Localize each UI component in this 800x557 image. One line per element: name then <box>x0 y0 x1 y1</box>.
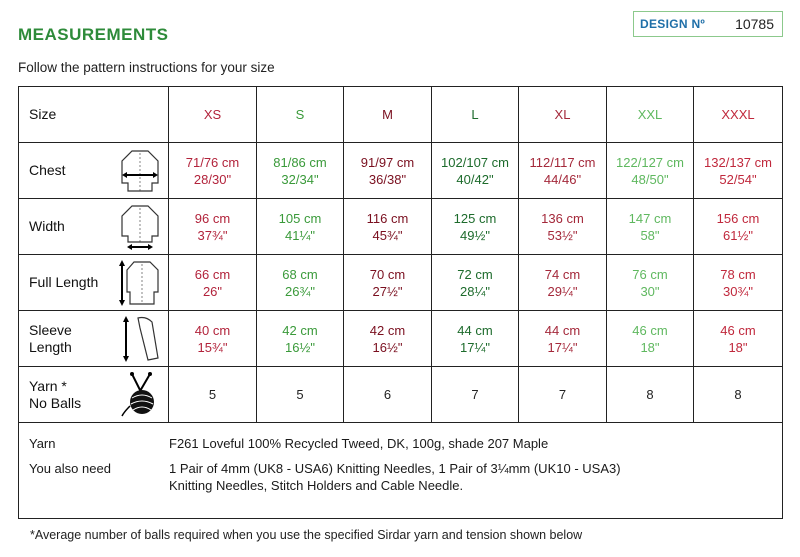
inch-value: 36/38" <box>368 171 407 187</box>
need-info-value <box>169 460 772 494</box>
cm-value: 74 cm <box>544 266 581 282</box>
inch-value: 30" <box>640 283 660 299</box>
width-xl <box>519 199 607 255</box>
width-s <box>257 199 344 255</box>
need-info-key: You also need <box>29 461 111 476</box>
inch-value: 15¾" <box>197 339 228 355</box>
size-s: S <box>257 87 344 143</box>
sleeve-length-label-cell <box>19 311 169 367</box>
balls-s: 5 <box>257 367 344 423</box>
cm-value: 66 cm <box>194 266 231 282</box>
size-m: M <box>344 87 432 143</box>
cm-value: 42 cm <box>369 322 406 338</box>
yarn-label-line1: Yarn * <box>29 377 67 394</box>
inch-value: 40/42" <box>456 171 494 187</box>
width-label: Width <box>29 218 65 234</box>
garment-width-icon <box>120 204 160 250</box>
inch-value: 49½" <box>460 227 490 243</box>
cm-value: 46 cm <box>720 322 756 338</box>
cm-value: 147 cm <box>628 210 672 226</box>
balls-xxl: 8 <box>607 367 694 423</box>
chest-label: Chest <box>29 162 66 178</box>
cm-value: 136 cm <box>541 210 584 226</box>
size-xs: XS <box>169 87 257 143</box>
sleeve-label-line2: Length <box>29 338 72 355</box>
cm-value: 44 cm <box>457 322 493 338</box>
inch-value: 26¾" <box>285 283 315 299</box>
width-m <box>344 199 432 255</box>
cm-value: 42 cm <box>282 322 318 338</box>
need-info <box>29 460 772 494</box>
balls-l: 7 <box>432 367 519 423</box>
size-l: L <box>432 87 519 143</box>
full-length-xxxl <box>694 255 783 311</box>
size-xxl: XXL <box>607 87 694 143</box>
inch-value: 26" <box>202 283 223 299</box>
inch-value: 37¾" <box>197 227 228 243</box>
cm-value: 122/127 cm <box>616 154 684 170</box>
inch-value: 28/30" <box>193 171 232 187</box>
balls-xs: 5 <box>169 367 257 423</box>
sleeve-length-l <box>432 311 519 367</box>
inch-value: 18" <box>728 339 748 355</box>
cm-value: 96 cm <box>194 210 231 226</box>
sleeve-length-s <box>257 311 344 367</box>
cm-value: 71/76 cm <box>185 154 240 170</box>
sleeve-length-row <box>19 311 783 367</box>
inch-value: 16½" <box>372 339 403 355</box>
full-length-row <box>19 255 783 311</box>
garment-length-icon <box>118 258 160 308</box>
full-length-xs <box>169 255 257 311</box>
info-row <box>19 423 783 519</box>
yarn-balls-label <box>29 378 81 412</box>
chest-xxxl <box>694 143 783 199</box>
full-length-l <box>432 255 519 311</box>
size-label: Size <box>19 87 169 143</box>
inch-value: 48/50" <box>631 171 669 187</box>
width-xxl <box>607 199 694 255</box>
inch-value: 16½" <box>285 339 315 355</box>
yarn-balls-row <box>19 367 783 423</box>
inch-value: 28¼" <box>460 283 490 299</box>
balls-xxxl: 8 <box>694 367 783 423</box>
size-xl: XL <box>519 87 607 143</box>
cm-value: 68 cm <box>282 266 318 282</box>
cm-value: 81/86 cm <box>273 154 327 170</box>
chest-xl <box>519 143 607 199</box>
page-title: MEASUREMENTS <box>18 25 169 44</box>
inch-value: 18" <box>640 339 660 355</box>
width-xxxl <box>694 199 783 255</box>
inch-value: 30¾" <box>723 283 753 299</box>
size-xxxl: XXXL <box>694 87 783 143</box>
sleeve-length-m <box>344 311 432 367</box>
cm-value: 116 cm <box>366 210 409 226</box>
chest-row <box>19 143 783 199</box>
inch-value: 61½" <box>723 227 753 243</box>
full-length-m <box>344 255 432 311</box>
inch-value: 45¾" <box>372 227 403 243</box>
chest-s <box>257 143 344 199</box>
cm-value: 46 cm <box>632 322 668 338</box>
subtitle: Follow the pattern instructions for your size <box>18 60 275 75</box>
full-length-s <box>257 255 344 311</box>
yarn-balls-label-cell <box>19 367 169 423</box>
inch-value: 41¼" <box>285 227 315 243</box>
yarn-label-line2: No Balls <box>29 394 82 411</box>
cm-value: 105 cm <box>278 210 322 226</box>
inch-value: 17¼" <box>460 339 490 355</box>
chest-m <box>344 143 432 199</box>
inch-value: 17¼" <box>547 339 578 355</box>
cm-value: 72 cm <box>457 266 493 282</box>
full-length-label-cell <box>19 255 169 311</box>
design-number: 10785 <box>735 16 774 32</box>
yarn-ball-icon <box>120 372 160 418</box>
chest-l <box>432 143 519 199</box>
full-length-xxl <box>607 255 694 311</box>
cm-value: 44 cm <box>544 322 581 338</box>
chest-xxl <box>607 143 694 199</box>
footnote: *Average number of balls required when you use the specified Sirdar yarn and tension shown below <box>30 528 583 542</box>
inch-value: 44/46" <box>543 171 582 187</box>
width-row <box>19 199 783 255</box>
cm-value: 91/97 cm <box>360 154 415 170</box>
cm-value: 70 cm <box>369 266 406 282</box>
sleeve-length-label <box>29 322 72 356</box>
cm-value: 40 cm <box>194 322 231 338</box>
size-header-row <box>19 87 783 143</box>
inch-value: 52/54" <box>719 171 757 187</box>
inch-value: 32/34" <box>281 171 319 187</box>
sleeve-length-xxl <box>607 311 694 367</box>
sleeve-length-xl <box>519 311 607 367</box>
need-info-line1: 1 Pair of 4mm (UK8 - USA6) Knitting Needles, 1 Pair of 3¼mm (UK10 - USA3) <box>169 461 621 476</box>
cm-value: 78 cm <box>720 266 756 282</box>
cm-value: 125 cm <box>453 210 497 226</box>
design-number-box <box>633 11 783 37</box>
info-cell <box>19 423 783 519</box>
cm-value: 102/107 cm <box>441 154 509 170</box>
width-xs <box>169 199 257 255</box>
sleeve-label-line1: Sleeve <box>29 321 72 338</box>
balls-m: 6 <box>344 367 432 423</box>
yarn-info-value: F261 Loveful 100% Recycled Tweed, DK, 100g, shade 207 Maple <box>169 436 549 451</box>
yarn-info-key: Yarn <box>29 436 56 451</box>
cm-value: 76 cm <box>632 266 668 282</box>
design-label: DESIGN Nº <box>640 17 706 31</box>
garment-chest-icon <box>120 149 160 193</box>
cm-value: 156 cm <box>716 210 760 226</box>
chest-xs <box>169 143 257 199</box>
yarn-info <box>29 435 772 452</box>
measurements-table <box>18 86 783 519</box>
cm-value: 112/117 cm <box>529 154 596 170</box>
inch-value: 27½" <box>372 283 403 299</box>
inch-value: 29¼" <box>547 283 578 299</box>
sleeve-length-xxxl <box>694 311 783 367</box>
cm-value: 132/137 cm <box>704 154 772 170</box>
full-length-label: Full Length <box>29 274 99 290</box>
sleeve-length-xs <box>169 311 257 367</box>
inch-value: 58" <box>640 227 660 243</box>
inch-value: 53½" <box>547 227 578 243</box>
full-length-xl <box>519 255 607 311</box>
sleeve-length-icon <box>120 314 160 364</box>
width-label-cell <box>19 199 169 255</box>
chest-label-cell <box>19 143 169 199</box>
need-info-line2: Knitting Needles, Stitch Holders and Cable Needle. <box>169 478 464 493</box>
balls-xl: 7 <box>519 367 607 423</box>
width-l <box>432 199 519 255</box>
